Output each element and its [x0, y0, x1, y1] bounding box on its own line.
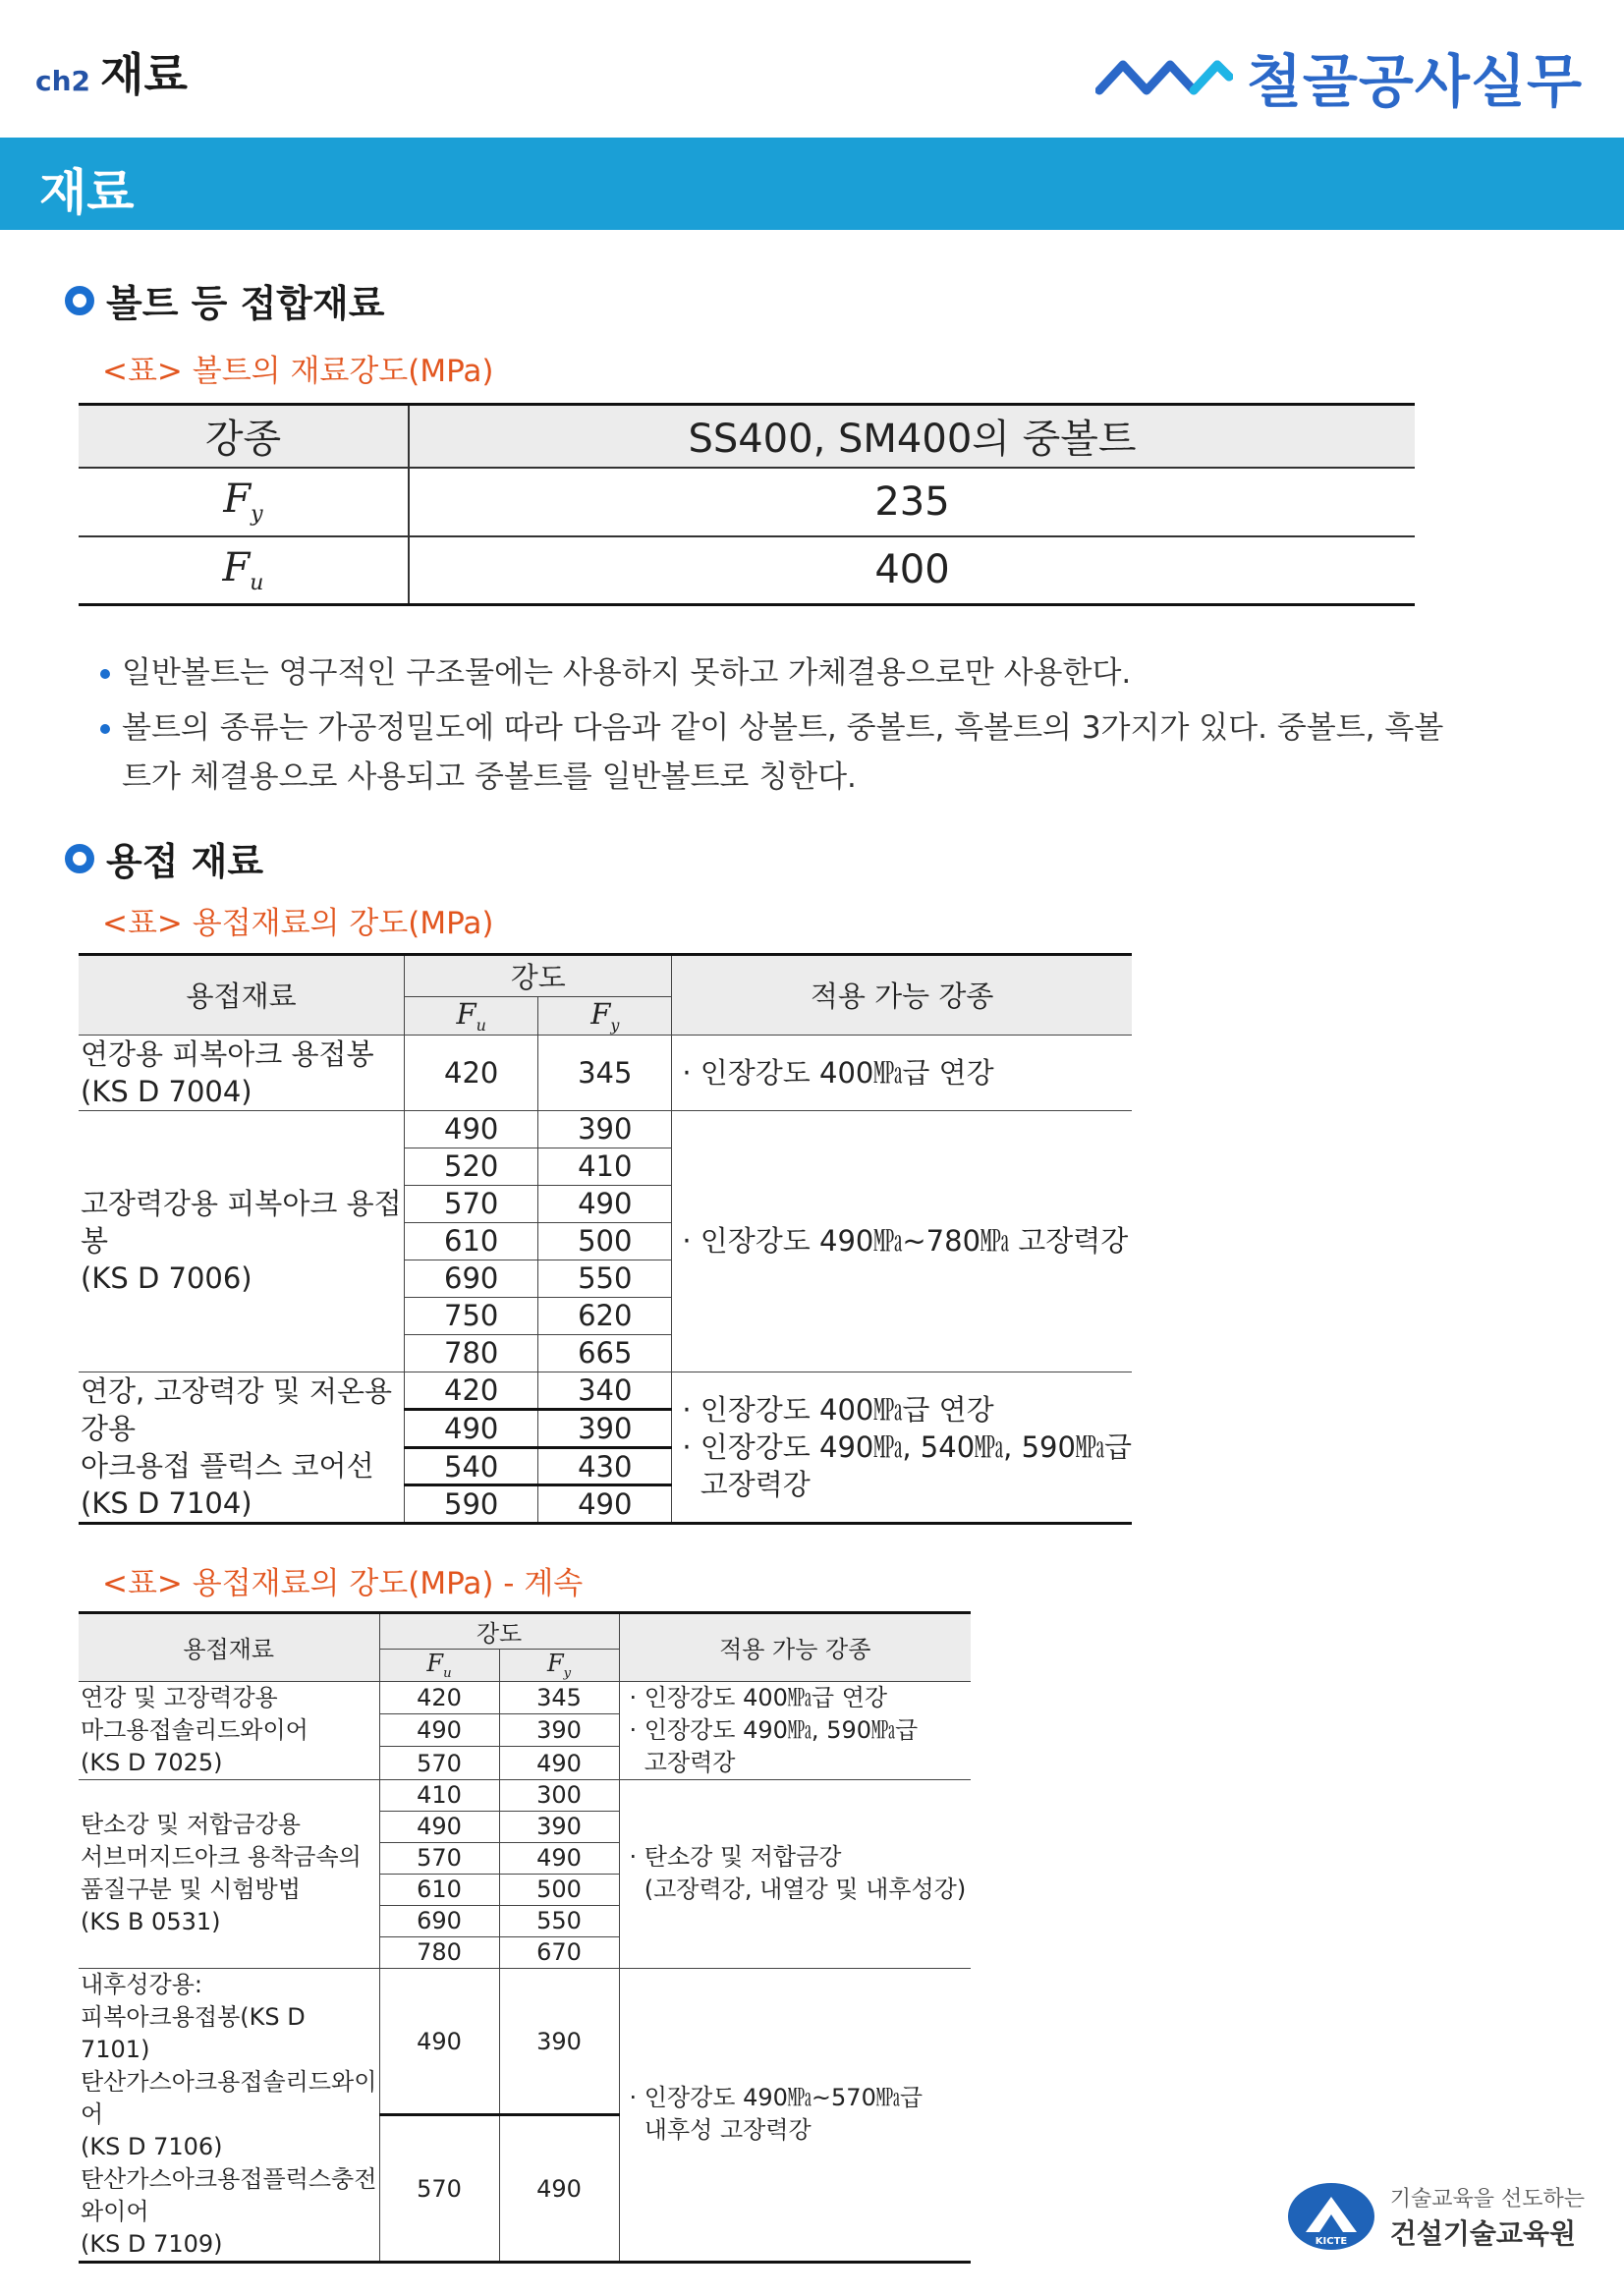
fu-value: 520 — [405, 1148, 538, 1185]
table-row — [79, 1779, 971, 1811]
fu-value: 490 — [379, 1968, 499, 2115]
material-cell — [79, 1110, 405, 1372]
fy-value: 620 — [538, 1297, 672, 1334]
material-line: 연강 및 고장력강용 — [81, 1683, 278, 1711]
weld-strength-table-continued — [79, 1611, 971, 2264]
table-header-row — [79, 955, 1132, 997]
fy-value: 490 — [538, 1185, 672, 1222]
chapter-title: 재료 — [100, 48, 188, 101]
symbol-fu: $F_u$ — [79, 536, 409, 605]
fy-value: 430 — [538, 1447, 672, 1485]
fu-value: 590 — [405, 1485, 538, 1524]
table-row — [79, 468, 1415, 536]
fu-value: 490 — [405, 1110, 538, 1148]
material-line: 품질구분 및 시험방법 — [81, 1876, 301, 1904]
fu-value: 420 — [405, 1035, 538, 1110]
material-line: (KS D 7004) — [81, 1074, 252, 1108]
section-heading-text: 볼트 등 접합재료 — [106, 282, 385, 325]
applicable-cell — [619, 1681, 971, 1779]
applicable-line: · 인장강도 490㎫, 590㎫급 — [629, 1715, 919, 1744]
material-cell — [79, 1035, 405, 1110]
table-header-row — [79, 1613, 971, 1650]
col-header-grade: 강종 — [79, 405, 409, 468]
fy-value: 550 — [499, 1905, 619, 1936]
bullet-ring-icon — [65, 286, 94, 315]
material-line: 탄소강 및 저합금강용 — [81, 1811, 301, 1839]
applicable-line: · 인장강도 400㎫급 연강 — [682, 1392, 994, 1427]
material-line: 내후성강용: — [81, 1970, 203, 1998]
applicable-line: · 인장강도 490㎫~780㎫ 고장력강 — [682, 1224, 1129, 1259]
table-caption-weld-1: <표> 용접재료의 강도(MPa) — [102, 906, 494, 941]
fy-value: 490 — [499, 1842, 619, 1874]
section-heading-bolts — [65, 273, 384, 327]
fy-value: 300 — [499, 1779, 619, 1811]
table-caption-weld-2: <표> 용접재료의 강도(MPa) - 계속 — [102, 1566, 584, 1601]
fu-value: 570 — [379, 1747, 499, 1779]
section-heading-text: 용접 재료 — [106, 840, 264, 883]
weld-strength-table — [79, 953, 1132, 1525]
brand — [1095, 35, 1583, 118]
table-row — [79, 1681, 971, 1713]
col-header-fy: $F_y$ — [499, 1650, 619, 1682]
section-heading-welding — [65, 831, 263, 885]
fy-value: 550 — [538, 1260, 672, 1297]
fu-value: 570 — [379, 1842, 499, 1874]
col-header-material: 용접재료 — [79, 1613, 379, 1682]
fy-value: 490 — [499, 2115, 619, 2263]
footer-logo — [1286, 2181, 1585, 2252]
material-line: (KS D 7109) — [81, 2229, 223, 2258]
fy-value: 345 — [499, 1681, 619, 1713]
value-fy: 235 — [409, 468, 1415, 536]
applicable-line: · 인장강도 400㎫급 연강 — [682, 1055, 994, 1090]
section-title: 재료 — [39, 164, 135, 221]
fy-value: 500 — [538, 1222, 672, 1260]
bolt-strength-table — [79, 403, 1415, 606]
fu-value: 540 — [405, 1447, 538, 1485]
applicable-line: · 인장강도 490㎫, 540㎫, 590㎫급 — [682, 1429, 1132, 1464]
fu-value: 490 — [379, 1811, 499, 1842]
applicable-cell — [619, 1968, 971, 2262]
col-header-strength: 강도 — [379, 1613, 619, 1650]
material-cell — [79, 1681, 379, 1779]
table-caption-bolt: <표> 볼트의 재료강도(MPa) — [102, 354, 494, 389]
chapter-label — [35, 39, 188, 104]
fy-value: 390 — [499, 1968, 619, 2115]
col-header-strength: 강도 — [405, 955, 672, 997]
fy-value: 390 — [538, 1410, 672, 1448]
chapter-number: ch2 — [35, 65, 91, 97]
fu-value: 780 — [379, 1936, 499, 1968]
material-line: 탄산가스아크용접플럭스충전와이어 — [81, 2164, 377, 2225]
material-line: 연강용 피복아크 용접봉 — [81, 1036, 374, 1071]
kicte-logo-icon — [1286, 2181, 1376, 2252]
page-header — [0, 0, 1624, 138]
table-row — [79, 1110, 1132, 1148]
fy-value: 345 — [538, 1035, 672, 1110]
material-line: (KS D 7025) — [81, 1748, 223, 1776]
applicable-line: (고장력강, 내열강 및 내후성강) — [629, 1876, 967, 1904]
material-cell — [79, 1968, 379, 2262]
fy-value: 490 — [538, 1485, 672, 1524]
fu-value: 570 — [379, 2115, 499, 2263]
material-line: 서브머지드아크 용착금속의 — [81, 1843, 362, 1872]
applicable-cell — [672, 1110, 1132, 1372]
section-title-bar — [0, 138, 1624, 230]
fu-value: 610 — [379, 1874, 499, 1905]
col-header-material: 용접재료 — [79, 955, 405, 1036]
fu-value: 750 — [405, 1297, 538, 1334]
fu-value: 490 — [379, 1714, 499, 1747]
applicable-line: · 인장강도 400㎫급 연강 — [629, 1683, 888, 1711]
brand-wave-icon — [1095, 57, 1233, 96]
applicable-line: · 탄소강 및 저합금강 — [629, 1843, 842, 1872]
fu-value: 410 — [379, 1779, 499, 1811]
fu-value: 420 — [379, 1681, 499, 1713]
fy-value: 390 — [499, 1714, 619, 1747]
material-line: (KS D 7104) — [81, 1485, 252, 1520]
fu-value: 690 — [379, 1905, 499, 1936]
list-item: 일반볼트는 영구적인 구조물에는 사용하지 못하고 가체결용으로만 사용한다. — [98, 648, 1454, 698]
fu-value: 490 — [405, 1410, 538, 1448]
applicable-line: 내후성 고장력강 — [629, 2116, 812, 2145]
table-row — [79, 1035, 1132, 1110]
list-item: 볼트의 종류는 가공정밀도에 따라 다음과 같이 상볼트, 중볼트, 흑볼트의 3가지가 있다. 중볼트, 흑볼트가 체결용으로 사용되고 중볼트를 일반볼트로 칭한다. — [98, 703, 1454, 802]
fu-value: 610 — [405, 1222, 538, 1260]
col-header-applicable: 적용 가능 강종 — [619, 1613, 971, 1682]
fy-value: 500 — [499, 1874, 619, 1905]
table-row — [79, 1968, 971, 2115]
col-header-applicable: 적용 가능 강종 — [672, 955, 1132, 1036]
fy-value: 340 — [538, 1372, 672, 1410]
fu-value: 570 — [405, 1185, 538, 1222]
material-line: 연강, 고장력강 및 저온용 강용 — [81, 1373, 393, 1445]
fy-value: 390 — [538, 1110, 672, 1148]
svg-text:KICTE: KICTE — [1315, 2236, 1347, 2247]
col-header-fu: $F_u$ — [405, 997, 538, 1036]
fu-value: 420 — [405, 1372, 538, 1410]
material-line: (KS D 7106) — [81, 2132, 223, 2160]
table-row — [79, 536, 1415, 605]
fy-value: 665 — [538, 1334, 672, 1372]
org-name: 건설기술교육원 — [1389, 2216, 1577, 2250]
col-header-fy: $F_y$ — [538, 997, 672, 1036]
applicable-line: 고장력강 — [682, 1467, 811, 1501]
applicable-cell — [672, 1372, 1132, 1523]
symbol-fy: $F_y$ — [79, 468, 409, 536]
col-header-bolt: SS400, SM400의 중볼트 — [409, 405, 1415, 468]
material-line: (KS B 0531) — [81, 1908, 221, 1936]
fy-value: 390 — [499, 1811, 619, 1842]
applicable-line: · 인장강도 490㎫~570㎫급 — [629, 2084, 924, 2112]
col-header-fu: $F_u$ — [379, 1650, 499, 1682]
fu-value: 690 — [405, 1260, 538, 1297]
fy-value: 410 — [538, 1148, 672, 1185]
material-line: 탄산가스아크용접솔리드와이어 — [81, 2067, 377, 2128]
material-line: 마그용접솔리드와이어 — [81, 1715, 308, 1744]
brand-name: 철골공사실무 — [1246, 48, 1583, 115]
applicable-cell — [619, 1779, 971, 1968]
material-line: 아크용접 플럭스 코어선 — [81, 1448, 374, 1483]
org-tagline: 기술교육을 선도하는 — [1389, 2186, 1585, 2212]
org-text — [1390, 2182, 1585, 2252]
applicable-cell — [672, 1035, 1132, 1110]
material-cell — [79, 1779, 379, 1968]
material-line: 고장력강용 피복아크 용접봉 — [81, 1187, 402, 1259]
fu-value: 780 — [405, 1334, 538, 1372]
material-line: (KS D 7006) — [81, 1261, 252, 1296]
material-line: 피복아크용접봉(KS D 7101) — [81, 2002, 306, 2063]
applicable-line: 고장력강 — [629, 1748, 736, 1776]
table-header-row — [79, 405, 1415, 468]
material-cell — [79, 1372, 405, 1523]
table-row — [79, 1372, 1132, 1410]
bolt-notes-list — [98, 648, 1454, 808]
fy-value: 490 — [499, 1747, 619, 1779]
bullet-ring-icon — [65, 844, 94, 873]
fy-value: 670 — [499, 1936, 619, 1968]
value-fu: 400 — [409, 536, 1415, 605]
